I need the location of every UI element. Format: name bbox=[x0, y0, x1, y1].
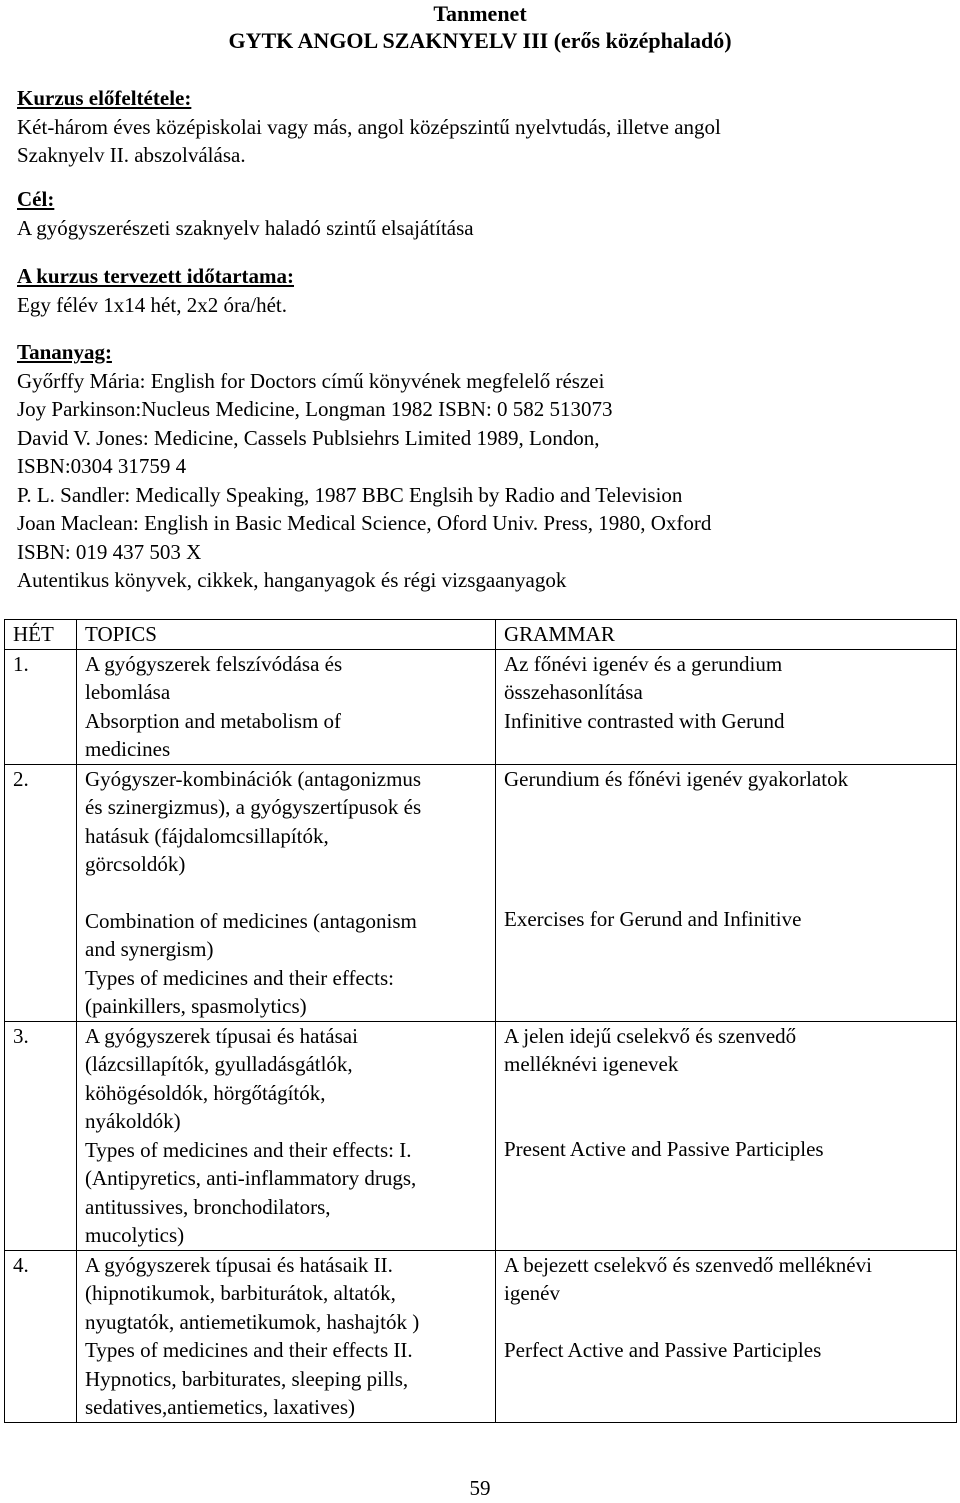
topics-column-header: TOPICS bbox=[77, 620, 496, 650]
duration-heading: A kurzus tervezett időtartama: bbox=[17, 264, 294, 288]
prerequisites-section bbox=[17, 84, 947, 170]
spacer bbox=[504, 877, 950, 905]
topic-line: (painkillers, spasmolytics) bbox=[85, 994, 307, 1018]
goal-text: A gyógyszerészeti szaknyelv haladó szintű elsajátítása bbox=[17, 215, 474, 240]
grammar-line: Gerundium és főnévi igenév gyakorlatok bbox=[504, 766, 849, 791]
grammar-line: Az főnévi igenév és a gerundium bbox=[504, 651, 783, 676]
topic-line: lebomlása bbox=[85, 680, 171, 704]
topics-cell bbox=[77, 649, 496, 764]
spacer bbox=[504, 821, 950, 849]
topic-line: A gyógyszerek felszívódása és bbox=[85, 651, 343, 676]
grammar-cell bbox=[496, 649, 957, 764]
topic-line: A gyógyszerek típusai és hatásai bbox=[85, 1023, 358, 1048]
grammar-cell bbox=[496, 1021, 957, 1250]
topic-line: (hipnotikumok, barbiturátok, altatók, bbox=[85, 1281, 396, 1305]
material-line: Joan Maclean: English in Basic Medical Science, Oford Univ. Press, 1980, Oxford bbox=[17, 511, 712, 535]
grammar-column-header: GRAMMAR bbox=[496, 620, 957, 650]
material-line: P. L. Sandler: Medically Speaking, 1987 BBC Englsih by Radio and Television bbox=[17, 482, 683, 507]
material-line: ISBN:0304 31759 4 bbox=[17, 454, 187, 478]
topic-line: (lázcsillapítók, gyulladásgátlók, bbox=[85, 1052, 353, 1076]
topic-line: antitussives, bronchodilators, bbox=[85, 1194, 331, 1219]
page-number: 59 bbox=[469, 1476, 491, 1500]
topic-line: Gyógyszer-kombinációk (antagonizmus bbox=[85, 766, 422, 791]
grammar-line: igenév bbox=[504, 1281, 560, 1305]
material-line: Győrffy Mária: English for Doctors című könyvének megfelelő részei bbox=[17, 368, 605, 393]
grammar-line: A bejezett cselekvő és szenvedő melléknévi bbox=[504, 1252, 872, 1277]
spacer bbox=[504, 1107, 950, 1135]
grammar-cell bbox=[496, 764, 957, 1021]
material-line: Autentikus könyvek, cikkek, hanganyagok és régi vizsgaanyagok bbox=[17, 568, 567, 592]
topics-cell bbox=[77, 764, 496, 1021]
materials-section bbox=[17, 338, 947, 595]
document-title: Tanmenet bbox=[433, 1, 527, 26]
material-line: David V. Jones: Medicine, Cassels Publsiehrs Limited 1989, London, bbox=[17, 425, 600, 450]
spacer bbox=[504, 1079, 950, 1107]
topic-line: and synergism) bbox=[85, 937, 214, 961]
grammar-line: melléknévi igenevek bbox=[504, 1052, 679, 1076]
goal-heading: Cél: bbox=[17, 187, 55, 211]
topic-line: görcsoldók) bbox=[85, 852, 186, 876]
grammar-line: A jelen idejű cselekvő és szenvedő bbox=[504, 1023, 797, 1048]
spacer bbox=[504, 793, 950, 821]
duration-text: Egy félév 1x14 hét, 2x2 óra/hét. bbox=[17, 292, 288, 317]
grammar-line: Infinitive contrasted with Gerund bbox=[504, 708, 785, 733]
table-row bbox=[5, 1021, 957, 1250]
prerequisites-line: Két-három éves középiskolai vagy más, angol középszintű nyelvtudás, illetve angol bbox=[17, 114, 721, 139]
topic-line: Types of medicines and their effects II. bbox=[85, 1338, 413, 1362]
topic-line: medicines bbox=[85, 737, 171, 761]
spacer bbox=[504, 1308, 950, 1336]
topics-cell bbox=[77, 1250, 496, 1422]
table-header-row bbox=[5, 620, 957, 650]
topics-cell bbox=[77, 1021, 496, 1250]
prerequisites-line: Szaknyelv II. abszolválása. bbox=[17, 143, 246, 167]
topic-line: Hypnotics, barbiturates, sleeping pills, bbox=[85, 1366, 409, 1391]
spacer bbox=[85, 879, 489, 907]
topic-line: (Antipyretics, anti-inflammatory drugs, bbox=[85, 1166, 417, 1190]
spacer bbox=[504, 849, 950, 877]
week-column-header: HÉT bbox=[5, 620, 77, 650]
course-title: GYTK ANGOL SZAKNYELV III (erős középhaladó) bbox=[228, 28, 732, 53]
topic-line: és szinergizmus), a gyógyszertípusok és bbox=[85, 795, 422, 819]
syllabus-table bbox=[4, 619, 957, 1423]
topic-line: Types of medicines and their effects: bbox=[85, 965, 394, 990]
topic-line: Combination of medicines (antagonism bbox=[85, 908, 417, 933]
table-row bbox=[5, 1250, 957, 1422]
week-cell: 4. bbox=[5, 1250, 77, 1422]
material-line: Joy Parkinson:Nucleus Medicine, Longman 1982 ISBN: 0 582 513073 bbox=[17, 397, 613, 421]
goal-section bbox=[17, 185, 947, 242]
topic-line: nyugtatók, antiemetikumok, hashajtók ) bbox=[85, 1309, 420, 1334]
topic-line: A gyógyszerek típusai és hatásaik II. bbox=[85, 1252, 393, 1277]
week-cell: 2. bbox=[5, 764, 77, 1021]
duration-section bbox=[17, 262, 947, 319]
prerequisites-heading: Kurzus előfeltétele: bbox=[17, 86, 192, 110]
topic-line: Types of medicines and their effects: I. bbox=[85, 1137, 412, 1162]
grammar-cell bbox=[496, 1250, 957, 1422]
topic-line: mucolytics) bbox=[85, 1223, 185, 1247]
week-cell: 3. bbox=[5, 1021, 77, 1250]
grammar-line: Perfect Active and Passive Participles bbox=[504, 1337, 822, 1362]
grammar-line: Exercises for Gerund and Infinitive bbox=[504, 907, 802, 931]
topic-line: köhögésoldók, hörgőtágítók, bbox=[85, 1080, 326, 1105]
grammar-line: Present Active and Passive Participles bbox=[504, 1136, 824, 1161]
table-row bbox=[5, 764, 957, 1021]
topic-line: hatásuk (fájdalomcsillapítók, bbox=[85, 823, 329, 848]
topic-line: nyákoldók) bbox=[85, 1109, 181, 1133]
table-row bbox=[5, 649, 957, 764]
week-cell: 1. bbox=[5, 649, 77, 764]
topic-line: sedatives,antiemetics, laxatives) bbox=[85, 1395, 355, 1419]
material-line: ISBN: 019 437 503 X bbox=[17, 539, 202, 564]
topic-line: Absorption and metabolism of bbox=[85, 708, 342, 733]
materials-heading: Tananyag: bbox=[17, 340, 112, 364]
grammar-line: összehasonlítása bbox=[504, 680, 643, 704]
